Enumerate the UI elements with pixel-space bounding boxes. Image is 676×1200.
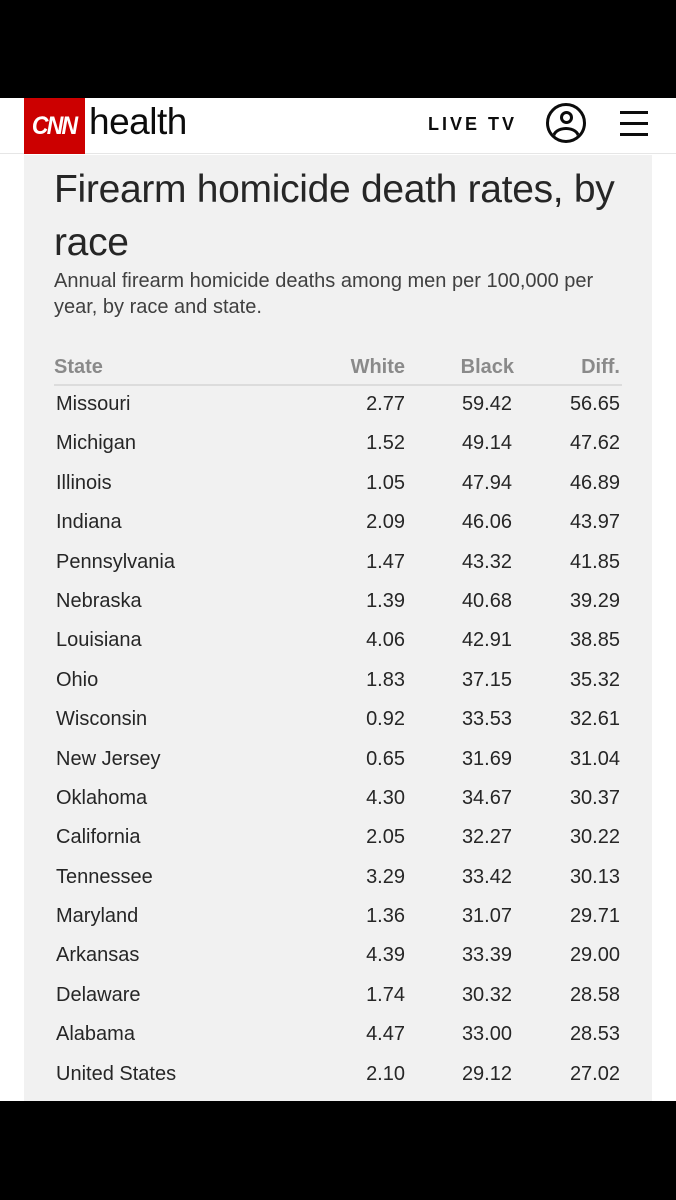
- cell-state: Indiana: [56, 511, 122, 534]
- account-icon[interactable]: [546, 103, 586, 143]
- cell-diff: 56.65: [569, 393, 620, 415]
- menu-line: [620, 111, 648, 114]
- cell-state: Missouri: [56, 393, 131, 415]
- logo-text: CNN: [32, 111, 77, 140]
- table-row: [54, 662, 622, 701]
- cell-white: 1.83: [366, 668, 405, 691]
- cell-white: 0.92: [366, 708, 405, 731]
- table-row: [54, 544, 622, 583]
- table-body: [54, 386, 622, 1095]
- cell-black: 46.06: [461, 511, 512, 534]
- cell-black: 59.42: [461, 393, 512, 415]
- hamburger-menu-icon[interactable]: [620, 111, 648, 135]
- cell-state: Wisconsin: [56, 708, 148, 731]
- cell-state: Illinois: [56, 471, 112, 494]
- column-header-state: State: [54, 356, 103, 378]
- cell-state: Delaware: [56, 983, 141, 1006]
- cell-white: 2.09: [366, 511, 405, 534]
- cell-state: New Jersey: [56, 747, 161, 770]
- table-row: [54, 977, 622, 1016]
- site-header: [0, 98, 676, 154]
- cell-black: 32.27: [461, 826, 512, 849]
- cell-black: 31.07: [461, 905, 512, 928]
- table-row: [54, 1016, 622, 1055]
- cell-diff: 41.85: [569, 550, 620, 573]
- cell-black: 29.12: [461, 1062, 512, 1085]
- cell-state: Maryland: [56, 905, 139, 928]
- table-row: [54, 504, 622, 543]
- cell-white: 2.77: [366, 393, 405, 415]
- cell-state: Tennessee: [56, 865, 153, 888]
- cell-black: 42.91: [461, 629, 512, 652]
- cell-state: Oklahoma: [56, 786, 148, 809]
- page-subtitle: Annual firearm homicide deaths among men per 100,000 per year, by race and state.: [54, 270, 594, 318]
- cell-black: 33.53: [461, 708, 512, 731]
- cell-white: 4.06: [366, 629, 405, 652]
- cell-state: Pennsylvania: [56, 550, 175, 573]
- table-row: [54, 583, 622, 622]
- cell-black: 47.94: [461, 471, 512, 494]
- cell-diff: 43.97: [569, 511, 620, 534]
- cell-diff: 46.89: [569, 471, 620, 494]
- table-row: [54, 701, 622, 740]
- cell-white: 4.39: [366, 944, 405, 967]
- cell-white: 1.52: [366, 432, 405, 455]
- cell-diff: 28.58: [569, 983, 620, 1006]
- cell-diff: 30.22: [569, 826, 620, 849]
- cell-black: 49.14: [461, 432, 512, 455]
- cell-white: 4.47: [366, 1023, 405, 1046]
- table-row: [54, 622, 622, 661]
- cell-white: 3.29: [366, 865, 405, 888]
- table-row: [54, 386, 622, 425]
- table-row: [54, 741, 622, 780]
- menu-line: [620, 122, 648, 125]
- cell-white: 1.36: [366, 905, 405, 928]
- table-row: [54, 819, 622, 858]
- cell-diff: 27.02: [569, 1062, 620, 1085]
- cell-state: Alabama: [56, 1023, 135, 1046]
- cell-diff: 35.32: [569, 668, 620, 691]
- cell-white: 1.47: [366, 550, 405, 573]
- cell-diff: 28.53: [569, 1023, 620, 1046]
- page-title: Firearm homicide death rates, by race: [54, 168, 615, 264]
- cell-white: 2.10: [366, 1062, 405, 1085]
- rates-table: [54, 350, 622, 1095]
- cell-diff: 31.04: [569, 747, 620, 770]
- cell-state: Nebraska: [56, 589, 142, 612]
- cell-state: Michigan: [56, 432, 137, 455]
- cell-diff: 29.00: [569, 944, 620, 967]
- cell-state: United States: [56, 1062, 177, 1085]
- cnn-logo[interactable]: [24, 98, 85, 154]
- cell-state: Louisiana: [56, 629, 142, 652]
- cell-white: 1.39: [366, 589, 405, 612]
- section-name[interactable]: health: [89, 101, 187, 142]
- cell-black: 37.15: [461, 668, 512, 691]
- table-row: [54, 780, 622, 819]
- column-header-black: Black: [460, 356, 514, 378]
- cell-black: 33.00: [461, 1023, 512, 1046]
- bottom-letterbox: [0, 1101, 676, 1200]
- column-header-diff: Diff.: [581, 356, 620, 378]
- cell-black: 30.32: [461, 983, 512, 1006]
- table-row: [54, 1056, 622, 1095]
- cell-black: 33.39: [461, 944, 512, 967]
- cell-diff: 30.37: [569, 786, 620, 809]
- cell-white: 1.05: [366, 471, 405, 494]
- cell-black: 40.68: [461, 589, 512, 612]
- menu-line: [620, 133, 648, 136]
- table-row: [54, 898, 622, 937]
- cell-diff: 29.71: [569, 905, 620, 928]
- cell-black: 43.32: [461, 550, 512, 573]
- cell-black: 33.42: [461, 865, 512, 888]
- account-head-shape: [560, 111, 573, 124]
- table-header: [54, 350, 622, 386]
- table-row: [54, 937, 622, 976]
- table-row: [54, 859, 622, 898]
- cell-white: 2.05: [366, 826, 405, 849]
- cell-white: 1.74: [366, 983, 405, 1006]
- cell-state: California: [56, 826, 141, 849]
- column-header-white: White: [350, 356, 405, 378]
- cell-diff: 47.62: [569, 432, 620, 455]
- table-row: [54, 465, 622, 504]
- live-tv-link[interactable]: LIVE TV: [428, 114, 518, 134]
- cell-black: 34.67: [461, 786, 512, 809]
- cell-diff: 38.85: [569, 629, 620, 652]
- cell-state: Arkansas: [56, 944, 140, 967]
- page: [0, 98, 676, 1101]
- cell-white: 0.65: [366, 747, 405, 770]
- table-row: [54, 425, 622, 464]
- cell-black: 31.69: [461, 747, 512, 770]
- cell-diff: 32.61: [569, 708, 620, 731]
- cell-diff: 30.13: [569, 865, 620, 888]
- cell-state: Ohio: [56, 668, 99, 691]
- cell-diff: 39.29: [569, 589, 620, 612]
- account-shoulders-shape: [552, 127, 580, 143]
- top-letterbox: [0, 0, 676, 98]
- data-card: [24, 155, 652, 1101]
- cell-white: 4.30: [366, 786, 405, 809]
